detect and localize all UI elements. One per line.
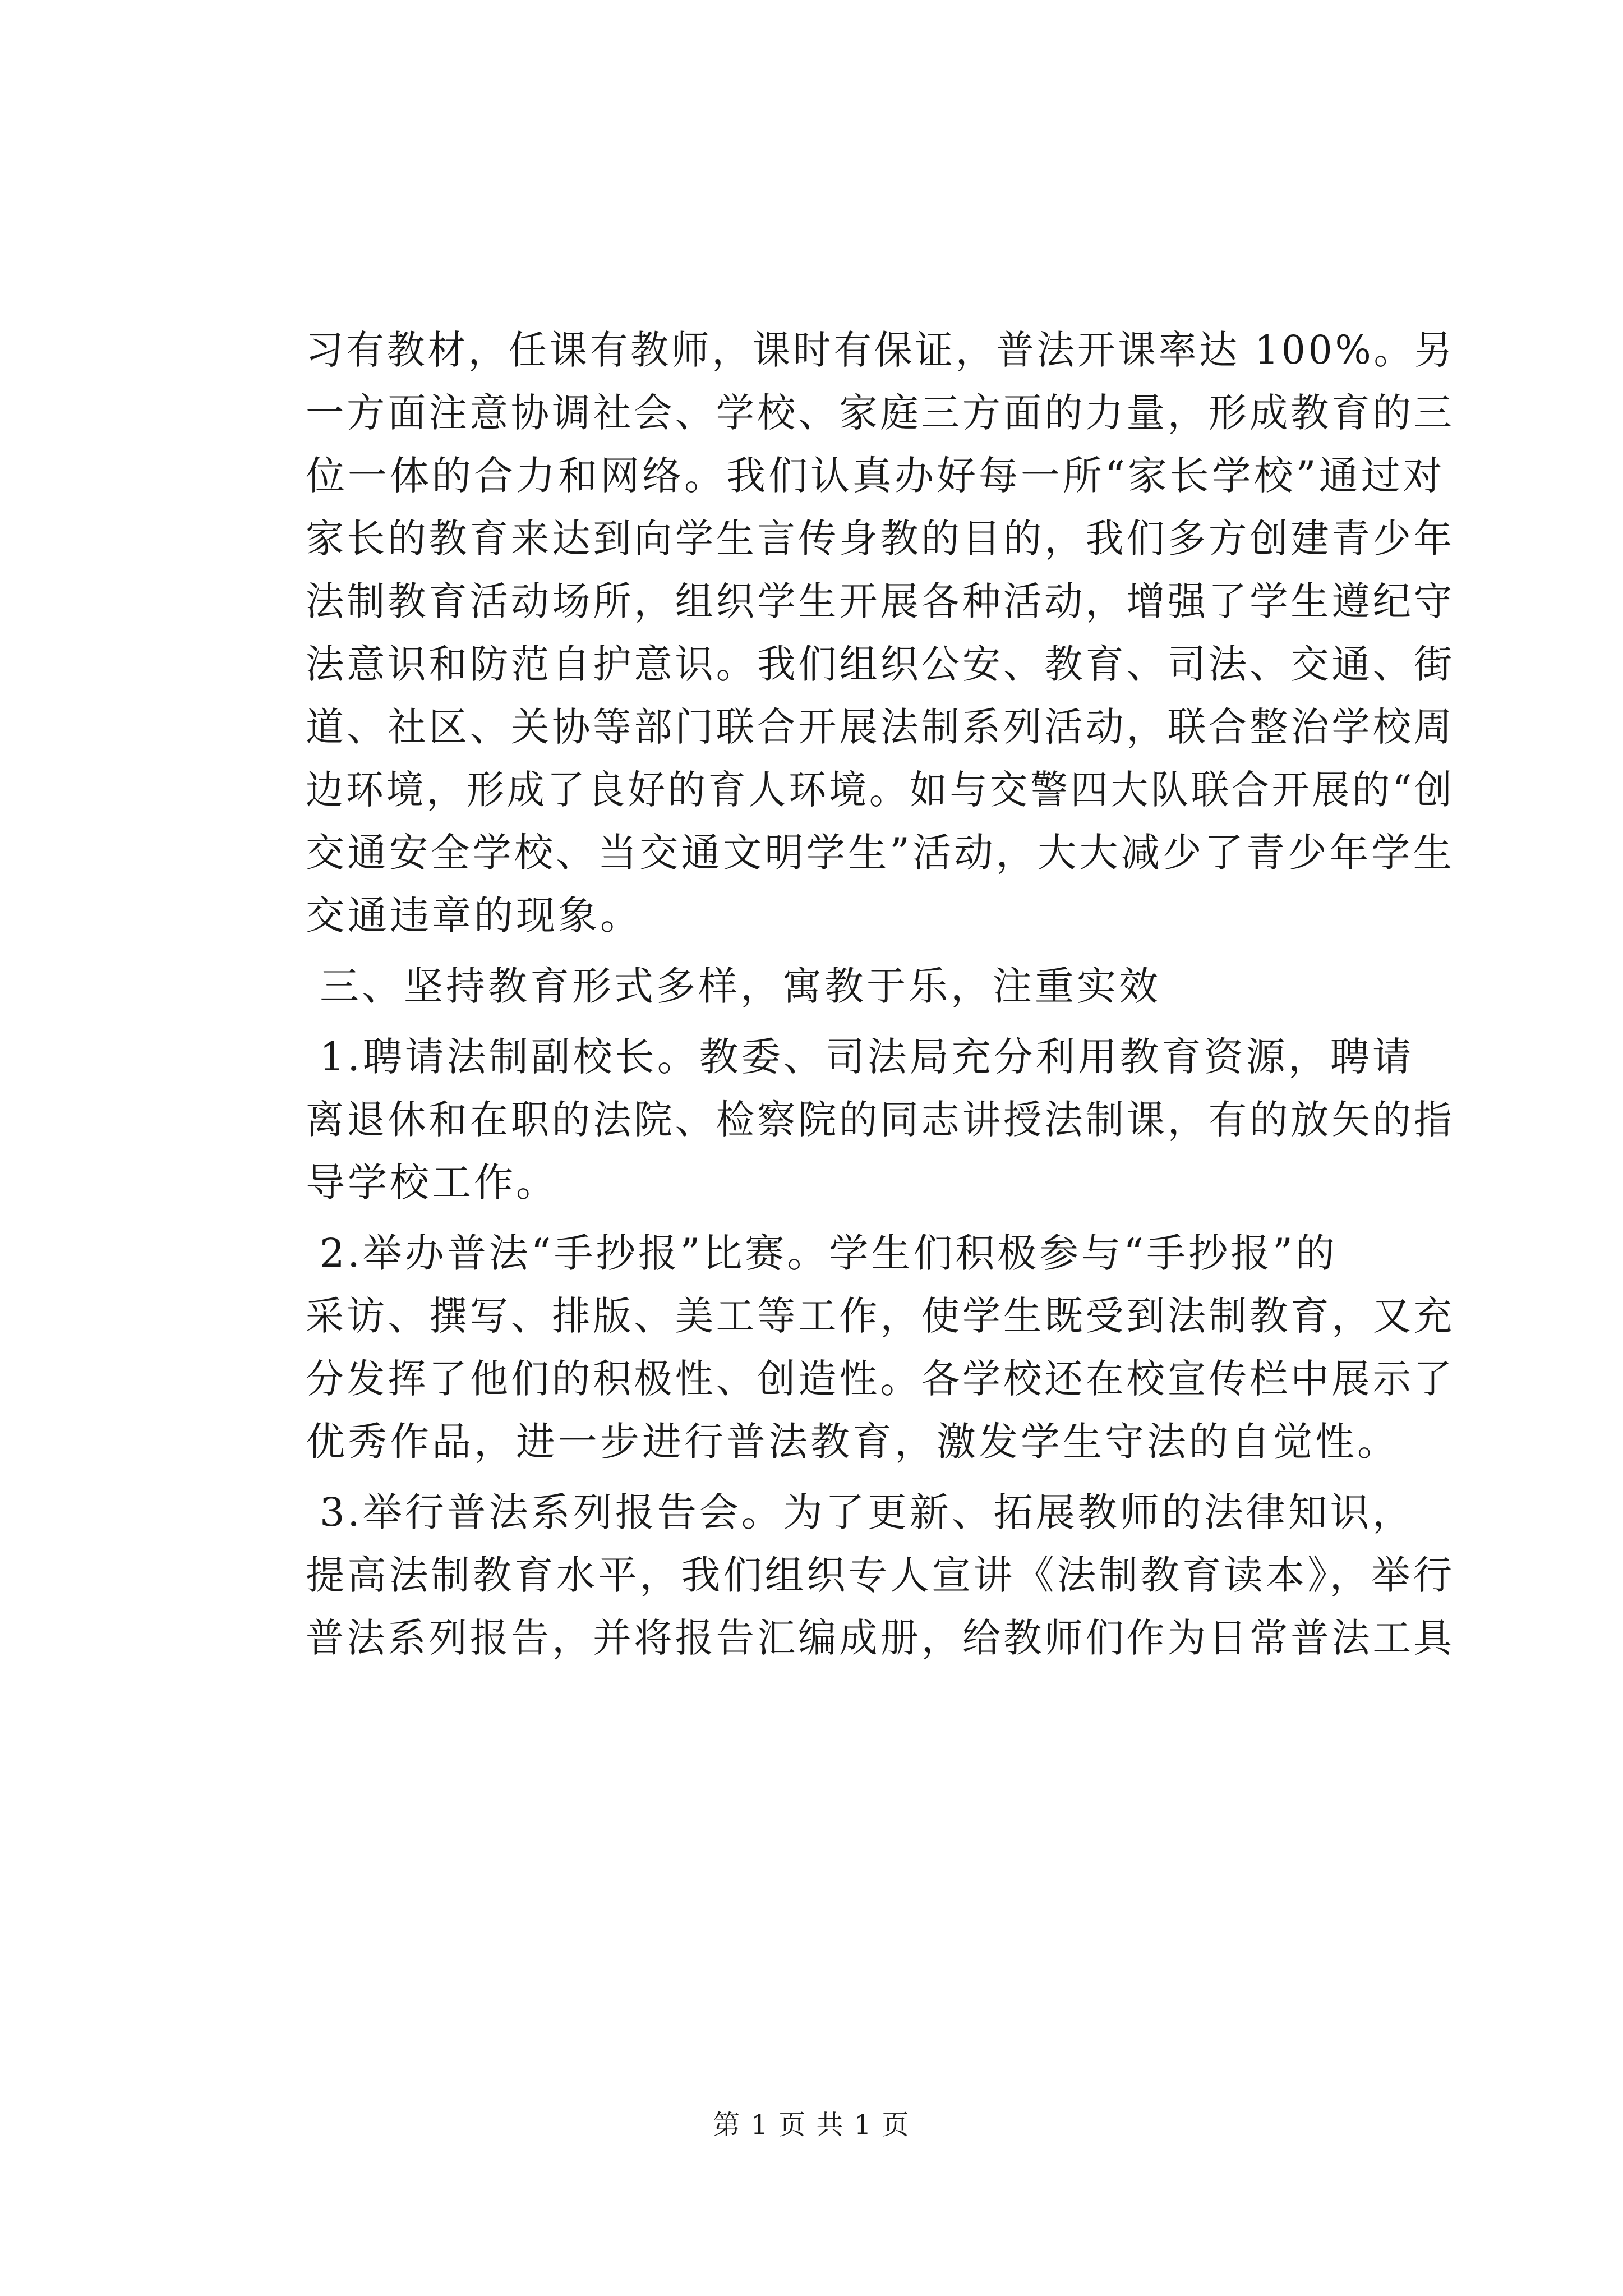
paragraph-line: 普法系列报告，并将报告汇编成册，给教师们作为日常普法工具 [306, 1615, 1455, 1661]
page-footer: 第 1 页 共 1 页 [713, 2109, 910, 2141]
paragraph-line: 家长的教育来达到向学生言传身教的目的，我们多方创建青少年 [306, 516, 1455, 562]
paragraph-line: 交通安全学校、当交通文明学生”活动，大大减少了青少年学生 [306, 830, 1455, 876]
paragraph-line: 一方面注意协调社会、学校、家庭三方面的力量，形成教育的三 [306, 390, 1455, 436]
paragraph-line: 法意识和防范自护意识。我们组织公安、教育、司法、交通、街 [306, 641, 1455, 687]
paragraph-line: 习有教材，任课有教师，课时有保证，普法开课率达 100%。另 [306, 327, 1455, 373]
paragraph-line: 采访、撰写、排版、美工等工作，使学生既受到法制教育，又充 [306, 1293, 1455, 1339]
paragraph-line: 交通违章的现象。 [306, 892, 642, 938]
paragraph-line: 法制教育活动场所，组织学生开展各种活动，增强了学生遵纪守 [306, 578, 1455, 624]
paragraph-line: 3.举行普法系列报告会。为了更新、拓展教师的法律知识， [320, 1489, 1414, 1535]
paragraph-line: 分发挥了他们的积极性、创造性。各学校还在校宣传栏中展示了 [306, 1356, 1455, 1402]
paragraph-line: 提高法制教育水平，我们组织专人宣讲《法制教育读本》，举行 [306, 1552, 1455, 1598]
paragraph-line: 优秀作品，进一步进行普法教育，激发学生守法的自觉性。 [306, 1419, 1399, 1465]
section-heading: 三、坚持教育形式多样，寓教于乐，注重实效 [320, 963, 1161, 1009]
paragraph-line: 边环境，形成了良好的育人环境。如与交警四大队联合开展的“创 [306, 767, 1455, 813]
paragraph-line: 1.聘请法制副校长。教委、司法局充分利用教育资源，聘请 [320, 1034, 1414, 1080]
paragraph-line: 离退休和在职的法院、检察院的同志讲授法制课，有的放矢的指 [306, 1097, 1455, 1143]
paragraph-line: 导学校工作。 [306, 1159, 558, 1205]
paragraph-line: 道、社区、关协等部门联合开展法制系列活动，联合整治学校周 [306, 704, 1455, 750]
paragraph-line: 位一体的合力和网络。我们认真办好每一所“家长学校”通过对 [306, 453, 1445, 499]
paragraph-line: 2.举办普法“手抄报”比赛。学生们积极参与“手抄报”的 [320, 1230, 1338, 1276]
